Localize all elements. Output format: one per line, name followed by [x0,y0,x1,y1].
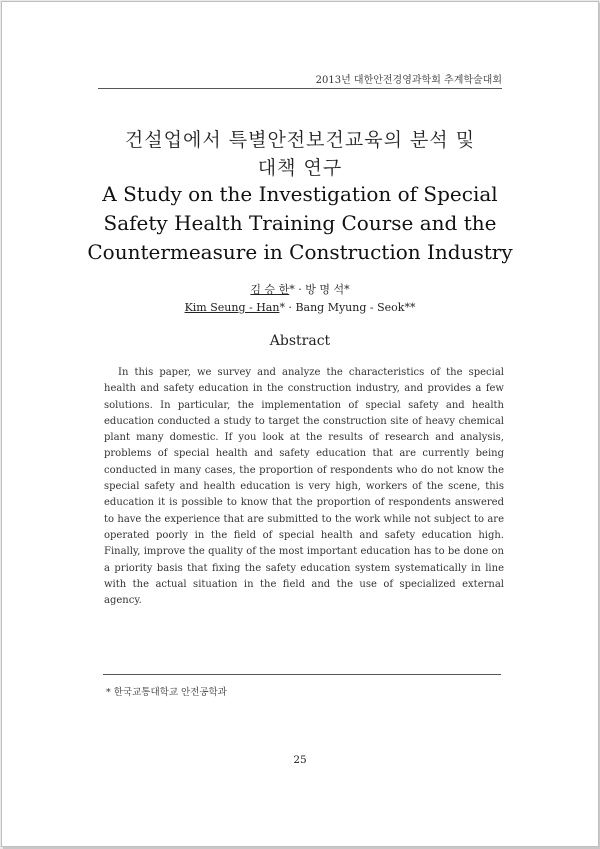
korean-title-line-1: 건설업에서 특별안전보건교육의 분석 및 [124,129,476,151]
korean-author-1: 김 승 한 [250,283,290,296]
running-header: 2013년 대한안전경영과학회 추계학술대회 [315,75,502,86]
korean-authors [2,281,598,297]
footnote-rule [103,674,501,675]
korean-author-2: 방 명 석 [305,283,345,296]
english-author-1: Kim Seung - Han [184,301,280,314]
korean-author-mark-2: * [344,283,350,296]
english-author-mark-2: ** [404,301,416,314]
korean-title-line-2: 대책 연구 [257,157,343,179]
header-rule [98,88,502,89]
abstract-heading: Abstract [269,333,331,349]
page-number: 25 [293,754,307,766]
korean-author-mark-1: * · [289,283,306,296]
english-title-line-2: Safety Health Training Course and the [103,211,497,235]
affiliation-footnote: * 한국교통대학교 안전공학과 [106,687,227,698]
english-author-2: Bang Myung - Seok [295,301,405,314]
english-authors [2,301,598,314]
abstract-body: In this paper, we survey and analyze the characteristics of the special health and safety education in the construction industry, and provides a few solutions. In particular, the implementation of special safety and health education conducted a study to target the construction site of heavy chemical plant many domestic. If you look at the results of research and analysis, problems of special health and safety education that are currently being conducted in many cases, the proportion of respondents who do not know the special safety and health education is very high, workers of the scene, this education it is possible to know that the proportion of respondents answered to have the experience that are submitted to the work while not subject to are operated poorly in the field of special health and safety education high. Finally, improve the quality of the most important education has to be done on a priority basis that fixing the safety education system systematically in line with the actual situation in the field and the use of specialized external agency. [104,367,504,607]
english-title-line-1: A Study on the Investigation of Special [102,182,498,206]
paper-page [1,1,599,847]
english-title-line-3: Countermeasure in Construction Industry [87,240,513,264]
english-author-mark-1: * · [279,301,296,314]
